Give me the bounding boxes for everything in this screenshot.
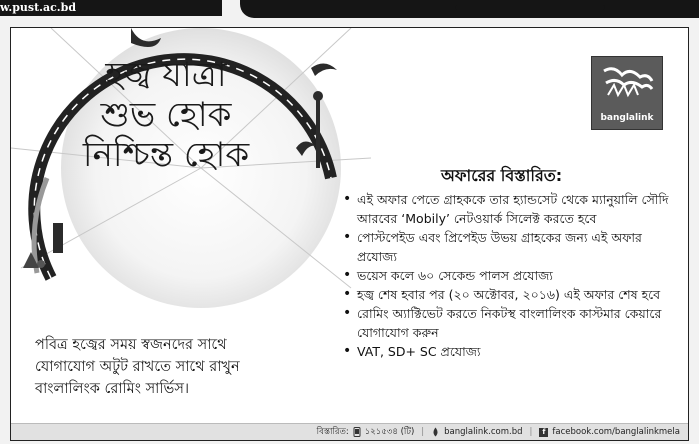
offer-item: • রোমিং অ্যাক্টিভেট করতে নিকটস্থ বাংলালিংক কাস্টমার কেয়ারে যোগাযোগ করুন bbox=[343, 304, 673, 342]
logo-mark-icon bbox=[592, 57, 662, 107]
offer-item: • পোস্টপেইড এবং প্রিপেইড উভয় গ্রাহকের জন্য এই অফার প্রযোজ্য bbox=[343, 228, 673, 266]
offer-item: • ভয়েস কলে ৬০ সেকেন্ড পালস প্রযোজ্য bbox=[343, 266, 673, 285]
offer-details-title: অফারের বিস্তারিত: bbox=[441, 166, 563, 185]
roaming-message-line-2: যোগাযোগ অটুট রাখতে সাথে রাখুন bbox=[35, 359, 240, 375]
banglalink-logo bbox=[591, 56, 663, 130]
palm-leaf-top bbox=[311, 63, 337, 76]
tower-top bbox=[313, 91, 323, 101]
contact-row bbox=[317, 424, 680, 440]
offer-item: • হজ্ব শেষ হবার পর (২০ অক্টোবর, ২০১৬) এই অফার শেষ হবে bbox=[343, 285, 673, 304]
strip-decoration bbox=[455, 5, 605, 10]
headline-line-2: শুভ হোক bbox=[100, 95, 232, 135]
roaming-message bbox=[35, 334, 335, 400]
offer-item: • এই অফার পেতে গ্রাহককে তার হ্যান্ডসেট থেকে ম্যানুয়ালি সৌদি আরবের ‘Mobily’ নেটওয়ার্ক সিলেক্ট করতে হবে bbox=[343, 190, 673, 228]
divider: | bbox=[421, 427, 425, 437]
phone-icon bbox=[353, 427, 361, 437]
footer-phone: ১২১৫৩৪ (টি) bbox=[364, 427, 415, 437]
footer-website-link[interactable]: banglalink.com.bd bbox=[444, 427, 523, 437]
footer-facebook-link[interactable]: facebook.com/banglalinkmela bbox=[552, 427, 680, 437]
advertisement bbox=[10, 27, 689, 441]
headline-line-1: হজ্ব যাত্রা bbox=[105, 55, 227, 95]
logo-brand-text: banglalink bbox=[600, 113, 654, 123]
offer-details-list bbox=[343, 190, 673, 361]
site-url-text: w.pust.ac.bd bbox=[0, 1, 77, 14]
roaming-message-line-3: বাংলালিংক রোমিং সার্ভিস। bbox=[35, 381, 190, 397]
headline-line-3: নিশ্চিন্ত হোক bbox=[82, 135, 250, 175]
offer-item: • VAT, SD+ SC প্রযোজ্য bbox=[343, 342, 673, 361]
headline bbox=[56, 55, 276, 175]
minaret bbox=[53, 223, 63, 253]
divider: | bbox=[529, 427, 533, 437]
top-strip-left bbox=[0, 0, 222, 16]
roaming-message-line-1: পবিত্র হজ্বের সময় স্বজনদের সাথে bbox=[35, 337, 227, 353]
web-icon bbox=[431, 427, 440, 437]
tower bbox=[316, 98, 320, 168]
facebook-icon: f bbox=[539, 428, 548, 437]
contact-footer bbox=[11, 423, 688, 440]
footer-label: বিস্তারিত: bbox=[316, 427, 349, 437]
top-strip-right bbox=[240, 0, 699, 18]
